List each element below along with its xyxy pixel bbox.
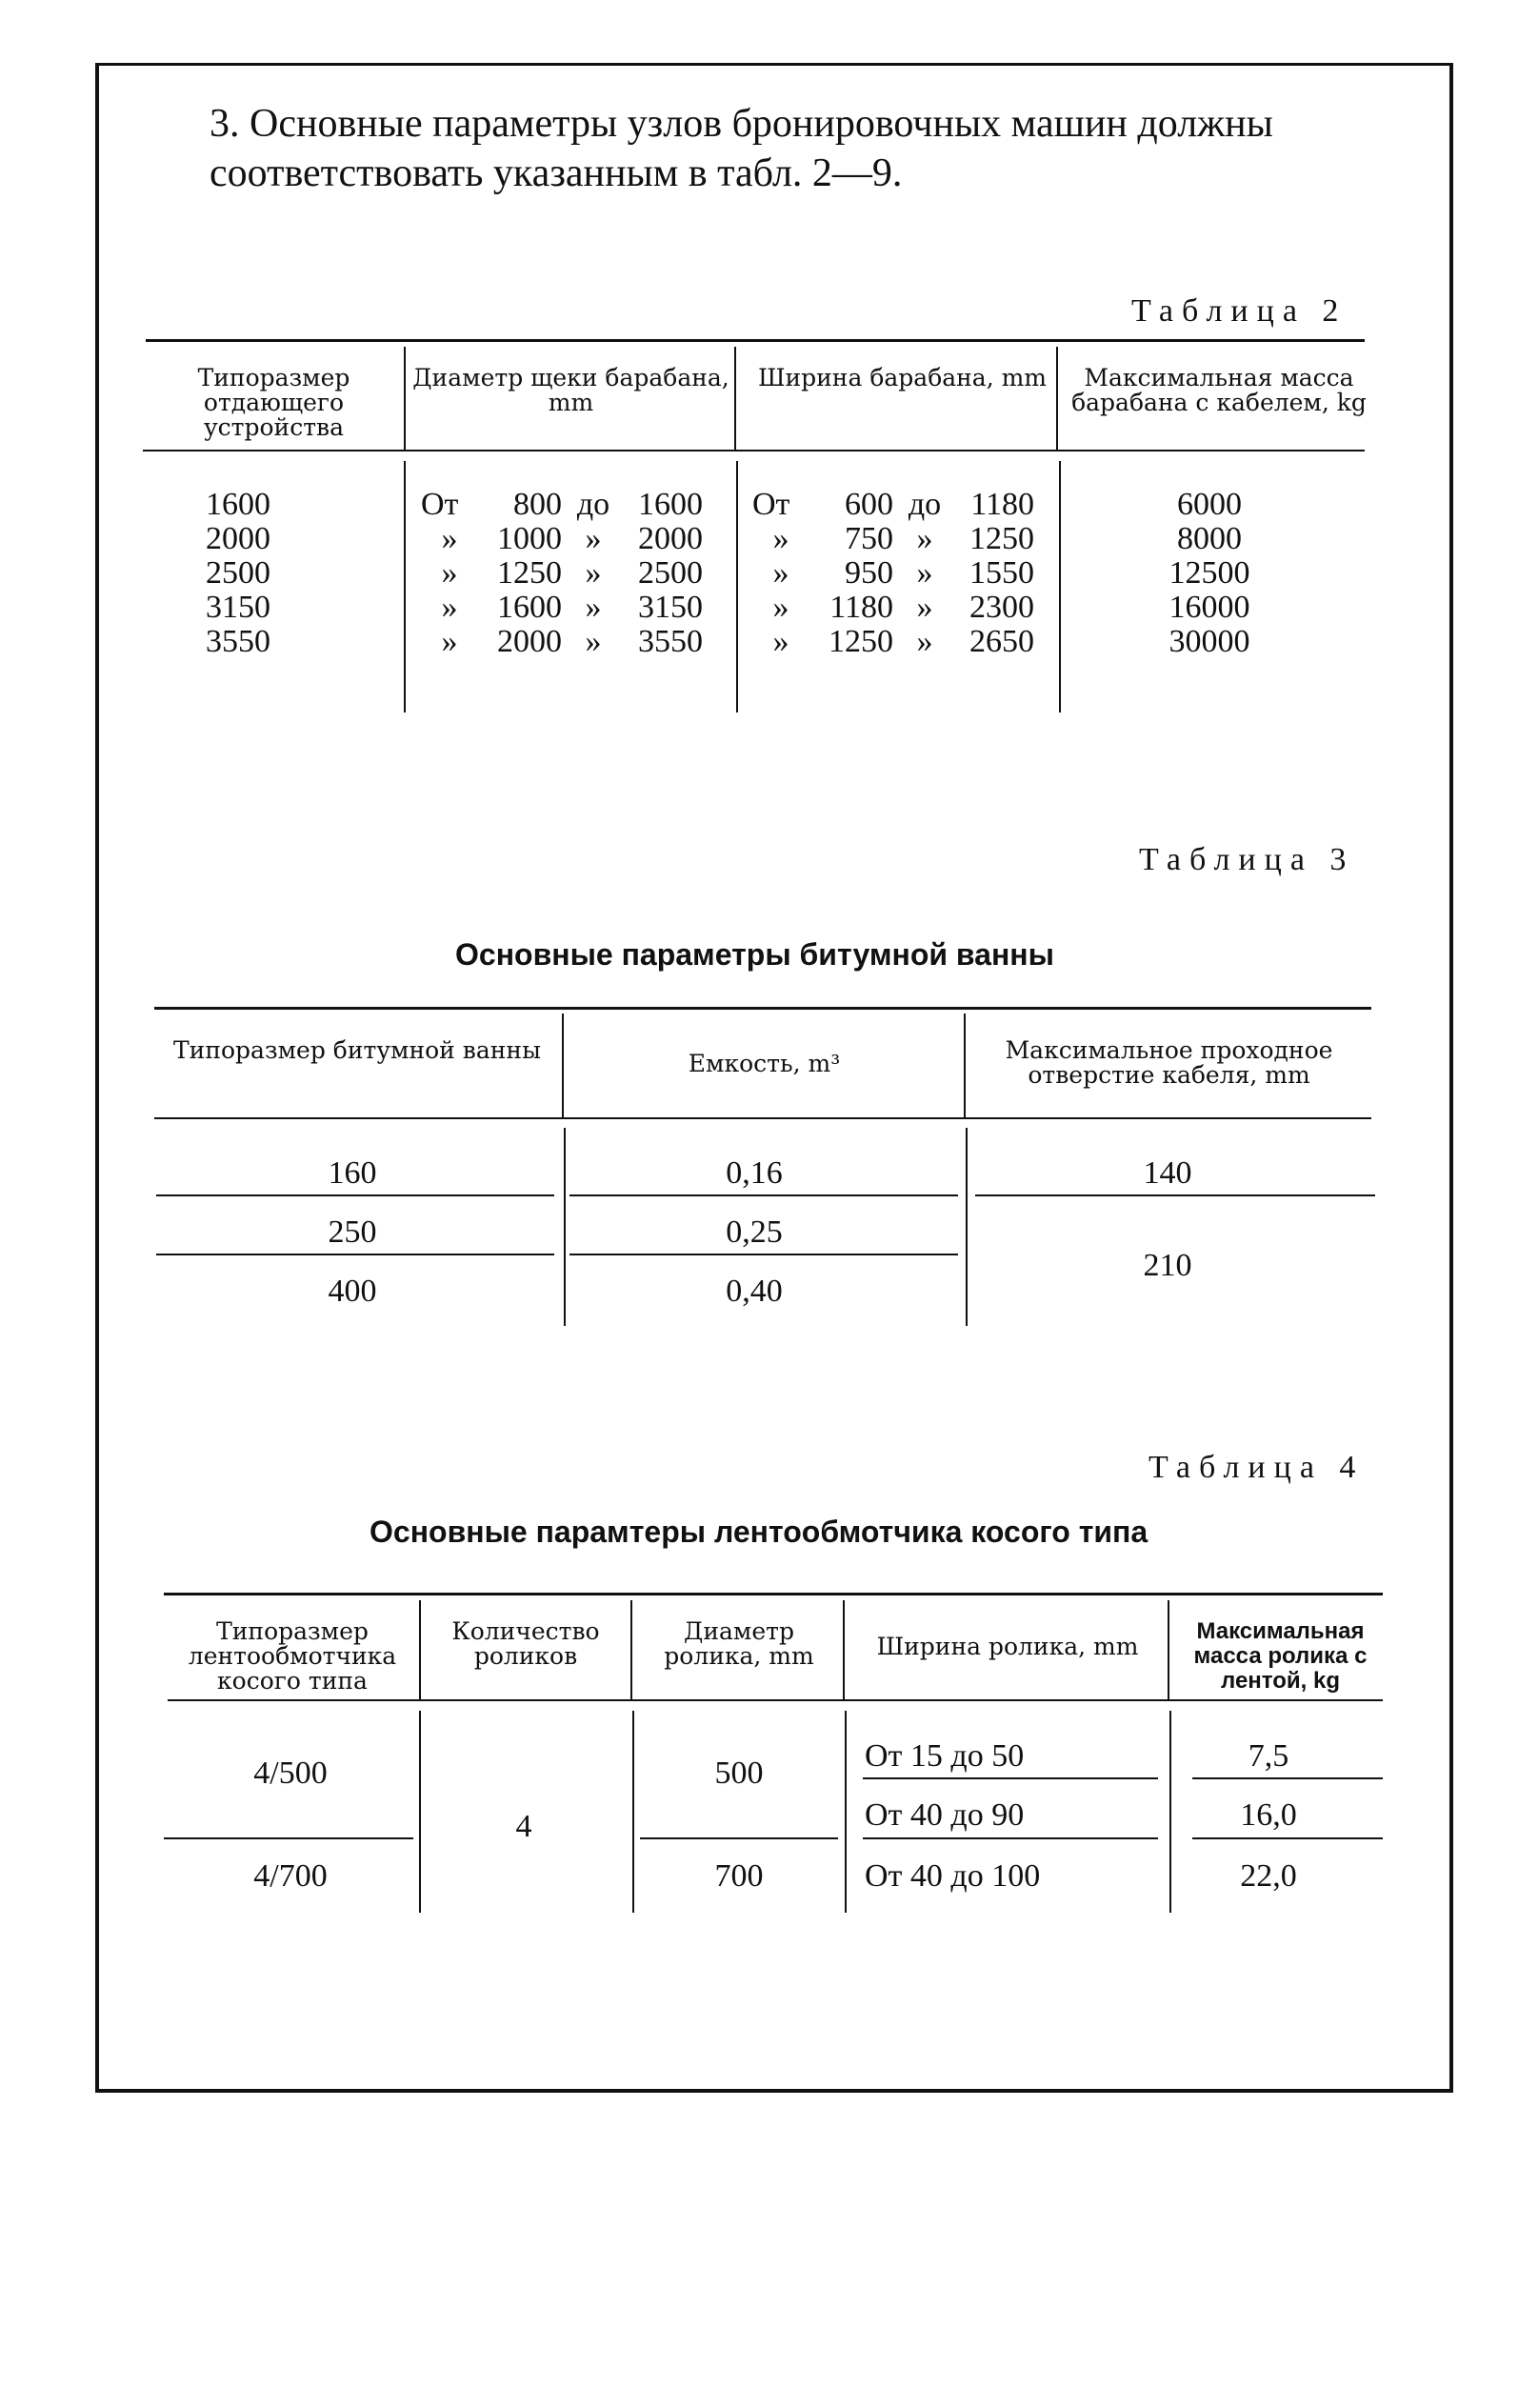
table4-col-divider — [843, 1600, 845, 1699]
table2-range-row — [752, 591, 1034, 625]
table4-cell-merged: 4 — [515, 1809, 532, 1844]
table2-cell: до — [576, 487, 610, 522]
table4-cell: 4/700 — [253, 1858, 328, 1894]
table2-cell: 950 — [845, 555, 893, 591]
table3-cell-merged: 210 — [1143, 1248, 1192, 1283]
table4-col-divider — [419, 1600, 421, 1699]
table4-cell: 16,0 — [1240, 1797, 1297, 1833]
table3-cell: 0,40 — [726, 1274, 783, 1309]
table3-caption: Основные параметры битумной ванны — [455, 937, 1054, 972]
table2-cell: » — [585, 555, 602, 591]
table4-label: Таблица 4 — [1149, 1450, 1365, 1485]
table3-cell: 250 — [328, 1214, 377, 1250]
table2-cell: 2300 — [969, 590, 1034, 625]
table4-col-divider — [630, 1600, 632, 1699]
table2-cell: » — [772, 590, 789, 625]
table2-mass-column — [1124, 488, 1295, 659]
table2-width-column — [752, 488, 1034, 659]
table2-col-divider — [1059, 461, 1061, 712]
table3-header-opening: Максимальное проходное отверстие кабеля, mm — [1005, 1036, 1333, 1089]
table2-cell: 1180 — [829, 590, 893, 625]
table2-col-divider — [1056, 347, 1058, 450]
table2-cell: 750 — [845, 521, 893, 556]
table4-row-rule — [1192, 1837, 1383, 1839]
table2-col-divider — [736, 461, 738, 712]
table4-col-divider — [1168, 1600, 1169, 1699]
table2-cell: » — [441, 555, 458, 591]
table2-cell: От — [421, 487, 459, 522]
table2-cell: 1250 — [829, 624, 893, 659]
table2-cell: 8000 — [1177, 521, 1242, 556]
table2-cell: 3550 — [206, 624, 270, 659]
table3-col-divider — [966, 1128, 968, 1326]
table3-col-divider — [564, 1128, 566, 1326]
table4-row-rule — [164, 1837, 413, 1839]
table2-cell: 16000 — [1168, 590, 1250, 625]
table2-range-row — [752, 625, 1034, 659]
table4-col-divider — [419, 1711, 421, 1913]
table3-header-size: Типоразмер битумной ванны — [172, 1036, 541, 1064]
table2-cell: » — [772, 521, 789, 556]
intro-paragraph: 3. Основные параметры узлов бронировочных машин должны соответствовать указанным в табл. 2—9. — [210, 102, 1273, 195]
table2-diameter-column — [421, 488, 703, 659]
table4-row-rule — [1192, 1777, 1383, 1779]
table3-cell: 160 — [328, 1155, 377, 1191]
table2-col-divider — [734, 347, 736, 450]
table3-header-capacity: Емкость, m³ — [688, 1050, 841, 1077]
table2-range-row — [752, 488, 1034, 522]
table2-cell: 1000 — [497, 521, 562, 556]
table2-cell: 1180 — [970, 487, 1034, 522]
table2-cell: 3550 — [638, 624, 703, 659]
table4-cell: 4/500 — [253, 1756, 328, 1791]
table2-label: Таблица 2 — [1131, 293, 1348, 329]
table2-cell: 12500 — [1168, 555, 1250, 591]
table4-col-divider — [1169, 1711, 1171, 1913]
table2-cell: 600 — [845, 487, 893, 522]
table2-range-row — [752, 556, 1034, 591]
table3-row-rule — [569, 1254, 958, 1255]
table4-row-rule — [863, 1837, 1158, 1839]
table4-header-size: Типоразмер лентообмотчика косого типа — [188, 1617, 397, 1695]
table2-header-diameter: Диаметр щеки барабана, mm — [412, 364, 729, 416]
table2-cell: 2000 — [497, 624, 562, 659]
table2-header-width: Ширина барабана, mm — [757, 364, 1048, 391]
table2-range-row — [752, 522, 1034, 556]
table4-cell: От 40 до 90 — [865, 1797, 1025, 1833]
table4-cell: 7,5 — [1248, 1738, 1289, 1774]
table3-row-rule — [156, 1254, 554, 1255]
table2-cell: От — [752, 487, 790, 522]
table2-range-row — [421, 625, 703, 659]
table2-cell: 2000 — [206, 521, 270, 556]
table3-col-divider — [562, 1013, 564, 1117]
table2-cell: » — [916, 624, 933, 659]
table3-row-rule — [569, 1194, 958, 1196]
table2-header-size: Типоразмер отдающего устройства — [197, 364, 350, 441]
table2-header-rule — [143, 450, 1365, 452]
table2-cell: 6000 — [1177, 487, 1242, 522]
table4-col-divider — [632, 1711, 634, 1913]
table2-cell: 3150 — [638, 590, 703, 625]
table4-cell: 700 — [714, 1858, 764, 1894]
table2-cell: » — [916, 555, 933, 591]
table4-cell: От 40 до 100 — [865, 1858, 1041, 1894]
table2-cell: » — [441, 590, 458, 625]
table4-top-rule — [164, 1593, 1383, 1595]
table2-cell: » — [441, 521, 458, 556]
table4-header-width: Ширина ролика, mm — [876, 1633, 1139, 1660]
table2-top-rule — [146, 339, 1365, 342]
table4-header-rule — [168, 1699, 1383, 1701]
table2-cell: 1250 — [497, 555, 562, 591]
table3-cell: 140 — [1143, 1155, 1192, 1191]
table3-top-rule — [154, 1007, 1371, 1010]
table2-cell: » — [585, 590, 602, 625]
table4-header-diameter: Диаметр ролика, mm — [664, 1617, 814, 1670]
table2-cell: 3150 — [206, 590, 270, 625]
table4-caption: Основные парамтеры лентообмотчика косого типа — [370, 1515, 1149, 1549]
table3-cell: 400 — [328, 1274, 377, 1309]
table2-cell: 2000 — [638, 521, 703, 556]
table2-cell: 1600 — [638, 487, 703, 522]
table2-cell: 1600 — [206, 487, 270, 522]
table2-range-row — [421, 522, 703, 556]
table2-cell: » — [772, 555, 789, 591]
table2-range-row — [421, 488, 703, 522]
table2-range-row — [421, 591, 703, 625]
table3-cell: 0,25 — [726, 1214, 783, 1250]
table4-cell: 22,0 — [1240, 1858, 1297, 1894]
table2-cell: до — [908, 487, 942, 522]
table2-cell: 1550 — [969, 555, 1034, 591]
table2-cell: 800 — [513, 487, 562, 522]
table2-size-column — [152, 488, 324, 659]
table4-row-rule — [640, 1837, 838, 1839]
table2-cell: 2500 — [638, 555, 703, 591]
table2-cell: 1250 — [969, 521, 1034, 556]
table2-cell: 30000 — [1168, 624, 1250, 659]
table3-label: Таблица 3 — [1139, 842, 1355, 877]
table2-cell: » — [772, 624, 789, 659]
table2-cell: 1600 — [497, 590, 562, 625]
table3-header-rule — [154, 1117, 1371, 1119]
table2-cell: » — [585, 624, 602, 659]
table2-cell: » — [916, 521, 933, 556]
table2-cell: » — [441, 624, 458, 659]
table4-cell: От 15 до 50 — [865, 1738, 1025, 1774]
table2-cell: 2500 — [206, 555, 270, 591]
table4-cell: 500 — [714, 1756, 764, 1791]
table4-header-rollers: Количество роликов — [451, 1617, 600, 1670]
table3-col-divider — [964, 1013, 966, 1117]
table4-col-divider — [845, 1711, 847, 1913]
table4-row-rule — [863, 1777, 1158, 1779]
table3-row-rule — [156, 1194, 554, 1196]
table3-cell: 0,16 — [726, 1155, 783, 1191]
table2-col-divider — [404, 347, 406, 450]
table3-row-rule — [975, 1194, 1375, 1196]
table2-cell: » — [916, 590, 933, 625]
table4-header-mass: Максимальная масса ролика с лентой, kg — [1193, 1618, 1368, 1694]
table2-cell: 2650 — [969, 624, 1034, 659]
table2-cell: » — [585, 521, 602, 556]
table2-range-row — [421, 556, 703, 591]
table2-header-mass: Максимальная масса барабана с кабелем, kg — [1071, 364, 1367, 416]
table2-col-divider — [404, 461, 406, 712]
